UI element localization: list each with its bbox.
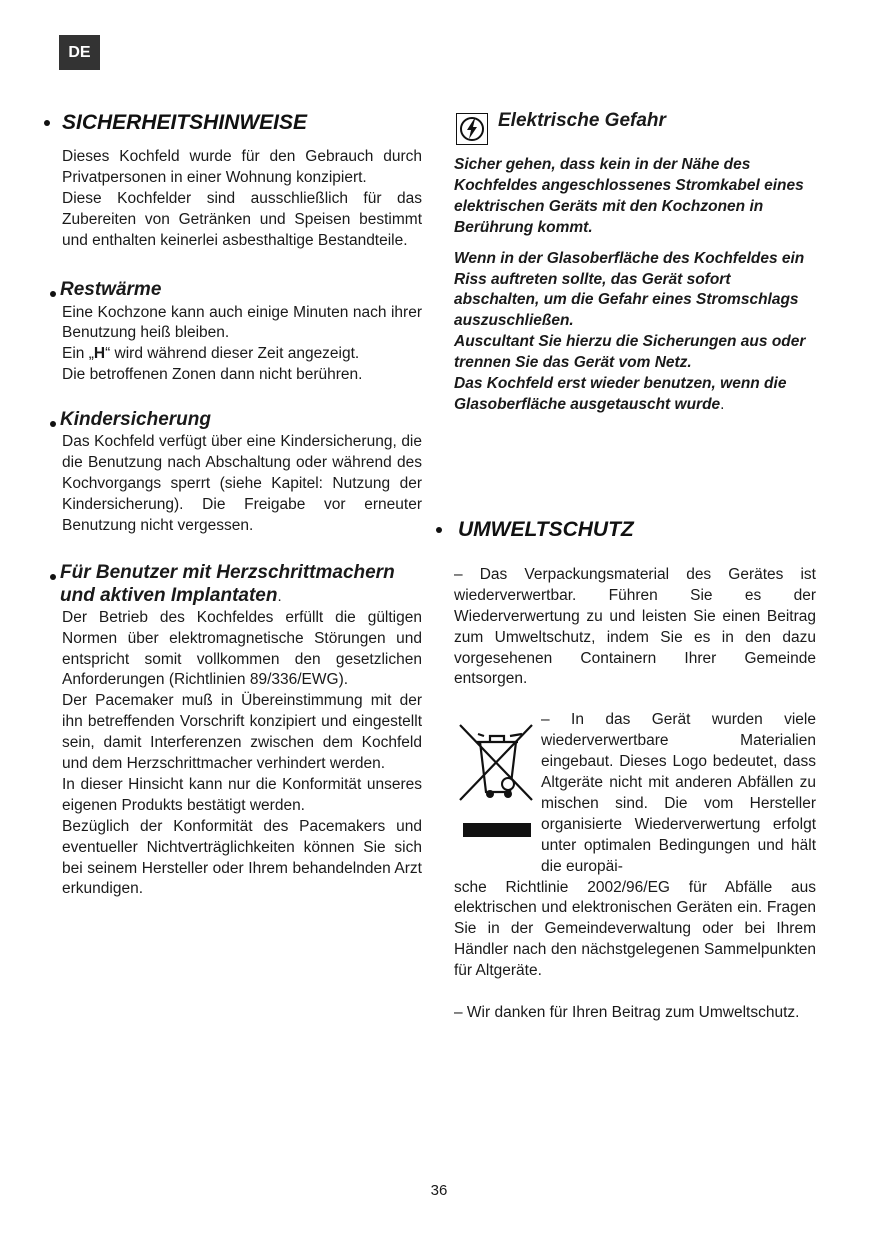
pacemaker-text-2: Der Pacemaker muß in Übereinstimmung mit der ihn betreffenden Vorschrift konzipiert und eingestellt sein, damit Interferenzen zwischen dem Kochfeld und dem Herzschrittmacher verhindert werden. [62, 692, 422, 773]
pacemaker-heading: Für Benutzer mit Herzschrittmachern und aktiven Implantaten. [44, 561, 422, 608]
residual-heat-text-3: Die betroffenen Zonen dann nicht berühren. [62, 366, 363, 384]
electric-hazard-text-1: Sicher gehen, dass kein in der Nähe des Kochfeldes angeschlossenes Stromkabel eines elektrischen Geräts mit den Kochzonen in Berührung kommt. [454, 156, 804, 236]
bullet-dot-icon [50, 574, 56, 580]
electric-hazard-header [436, 108, 816, 145]
safety-heading: SICHERHEITSHINWEISE [44, 108, 422, 138]
environment-text-1: – Das Verpackungsmaterial des Gerätes ist wiederverwertbar. Führen Sie es der Wiederverwertung zu und leisten Sie einen Beitrag zum Umweltschutz, indem Sie es in den dazu vorgesehenen Containern Ihrer Gemeinde entsorgen. [454, 565, 816, 688]
crossed-out-bin-icon [456, 722, 538, 802]
intro-paragraph-2: Diese Kochfelder sind ausschließlich für das Zubereiten von Getränken und Speisen bestimmt und enthalten keinerlei asbesthaltige Bestandteile. [62, 189, 422, 249]
heat-symbol: H [93, 345, 106, 363]
language-badge: DE [59, 35, 100, 70]
bullet-dot-icon [44, 120, 50, 126]
weee-section [436, 710, 816, 982]
electric-hazard-text-2: Wenn in der Glasoberfläche des Kochfeldes ein Riss auftreten sollte, das Gerät sofort abschalten, um die Gefahr eines Stromschlags auszuschließen. [454, 249, 805, 330]
bullet-dot-icon [50, 291, 56, 297]
residual-heat-text-2: Ein „H“ wird während dieser Zeit angezeigt. [62, 345, 360, 363]
weee-logo [456, 722, 534, 837]
pacemaker-text-3: In dieser Hinsicht kann nur die Konformität unseres eigenen Produkts bestätigt werden. [62, 775, 422, 814]
child-lock-text: Das Kochfeld verfügt über eine Kindersicherung, die die Benutzung nach Abschaltung oder während des Kochvorgangs sperrt (siehe Kapitel: Nutzung der Kindersicherung). Die Freigabe vor erneuter Benutzung nicht vergessen. [62, 433, 422, 534]
environment-text-2b: sche Richtlinie 2002/96/EG für Abfälle aus elektrischen und elektronischen Geräten ein. Fragen Sie in der Gemeindeverwaltung oder bei Ihrem Händler nach den nächstgelegenen Sammelpunkten für Altgeräte. [454, 878, 816, 980]
environment-text-3: – Wir danken für Ihren Beitrag zum Umweltschutz. [454, 1004, 800, 1022]
bullet-dot-icon [50, 421, 56, 427]
pacemaker-text-1: Der Betrieb des Kochfeldes erfüllt die gültigen Normen über elektromagnetische Störungen und entspricht somit vollkommen den gesetzlichen Anforderungen (Richtlinien 89/336/EWG). [62, 608, 422, 689]
left-column [44, 108, 422, 900]
electric-hazard-text-3: Auscultant Sie hierzu die Sicherungen aus oder trennen Sie das Gerät vom Netz. [454, 333, 806, 372]
residual-heat-text-1: Eine Kochzone kann auch einige Minuten nach ihrer Benutzung heiß bleiben. [62, 303, 422, 342]
pacemaker-text-4: Bezüglich der Konformität des Pacemakers und eventueller Nichtverträglichkeiten können Sie sich bei seinem Hersteller oder Ihrem behandelnden Arzt erkundigen. [62, 817, 422, 898]
electric-hazard-icon [456, 113, 488, 145]
environment-text-2: – In das Gerät wurden viele wiederverwertbare Materialien eingebaut. Dieses Logo bedeutet, dass Altgeräte nicht mit anderen Abfällen zu mischen sind. Die vom Hersteller organisierte Wiederverwertung erfolgt unter optimalen Bedingungen und hält die europäi- [541, 711, 816, 875]
right-column [436, 108, 816, 1024]
electric-hazard-heading: Elektrische Gefahr [498, 110, 666, 131]
residual-heat-heading: Restwärme [44, 278, 422, 301]
bullet-dot-icon [436, 527, 442, 533]
page-number: 36 [430, 1182, 448, 1199]
intro-paragraph-1: Dieses Kochfeld wurde für den Gebrauch durch Privatpersonen in einer Wohnung konzipiert. [62, 148, 422, 186]
electric-hazard-text-4: Das Kochfeld erst wieder benutzen, wenn die Glasoberfläche ausgetauscht wurde. [454, 375, 787, 413]
weee-bar [463, 823, 531, 837]
child-lock-heading: Kindersicherung [44, 408, 422, 431]
environment-heading: UMWELTSCHUTZ [436, 515, 816, 545]
